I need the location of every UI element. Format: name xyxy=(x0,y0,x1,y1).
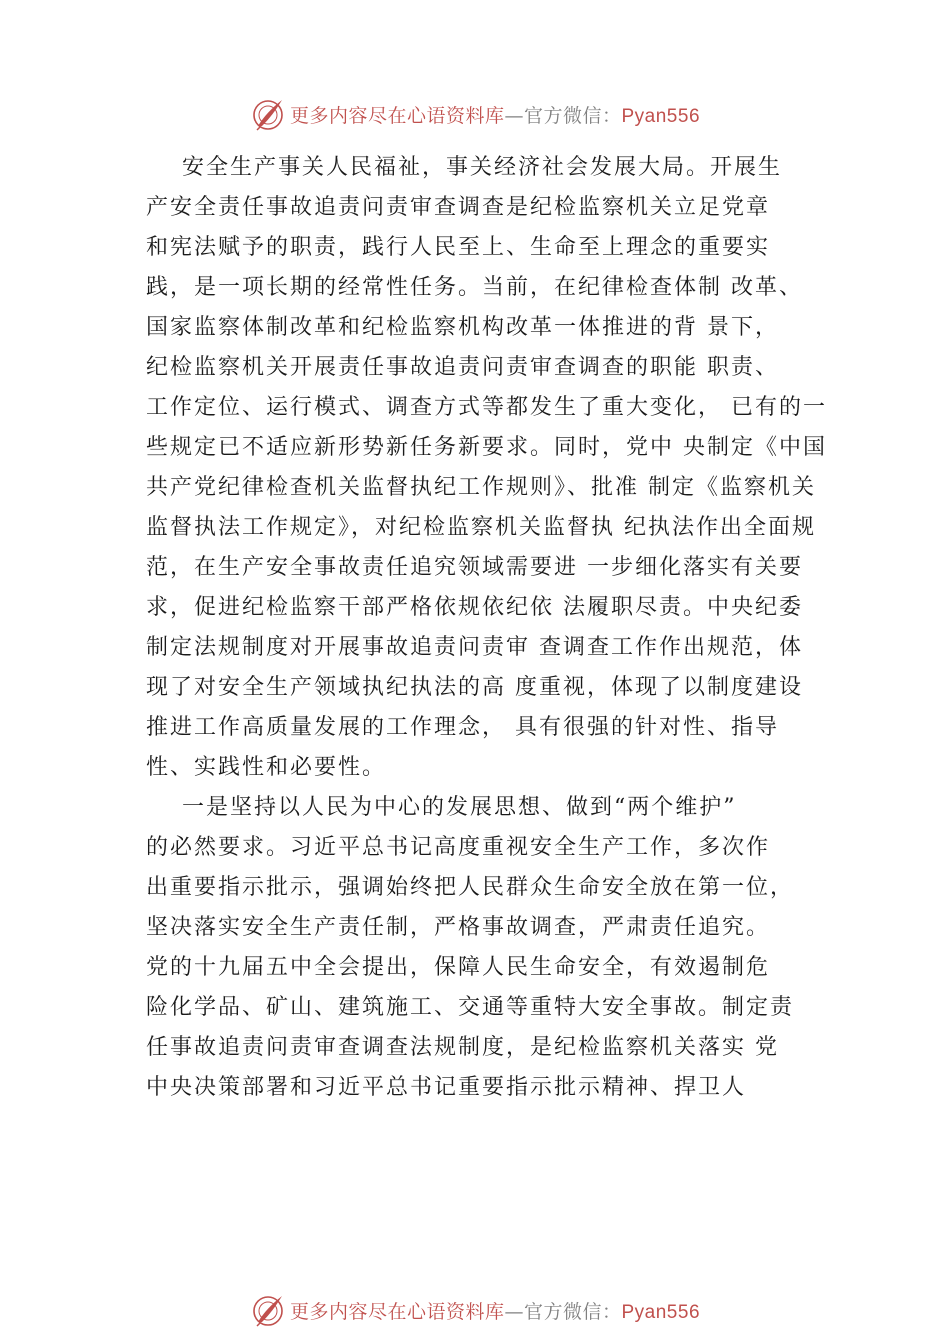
watermark-label: 官方微信： xyxy=(523,1300,622,1323)
watermark-dash: — xyxy=(504,104,524,127)
body-line: 国家监察体制改革和纪检监察机构改革一体推进的背 景下， xyxy=(146,315,779,340)
body-line: 工作定位、运行模式、调查方式等都发生了重大变化， 已有的一 xyxy=(146,395,827,420)
footer-watermark xyxy=(0,1290,950,1330)
watermark-main: 更多内容尽在心语资料库 xyxy=(289,104,505,127)
document-body xyxy=(146,148,846,1108)
body-line: 安全生产事关人民福祉，事关经济社会发展大局。开展生 xyxy=(146,155,782,180)
watermark-id: Pyan556 xyxy=(621,1301,701,1323)
body-line: 纪检监察机关开展责任事故追责问责审查调查的职能 职责、 xyxy=(146,355,779,380)
body-line: 险化学品、矿山、建筑施工、交通等重特大安全事故。制定责 xyxy=(146,995,795,1020)
body-line: 制定法规制度对开展事故追责问责审 查调查工作作出规范，体 xyxy=(146,635,803,660)
body-line: 些规定已不适应新形势新任务新要求。同时，党中 央制定《中国 xyxy=(146,435,827,460)
body-line: 中央决策部署和习近平总书记重要指示批示精神、捍卫人 xyxy=(146,1075,747,1100)
watermark-text xyxy=(290,1297,700,1324)
body-line: 求，促进纪检监察干部严格依规依纪依 法履职尽责。中央纪委 xyxy=(146,595,803,620)
watermark-dash: — xyxy=(504,1300,524,1323)
body-line: 推进工作高质量发展的工作理念， 具有很强的针对性、指导 xyxy=(146,715,779,740)
body-line: 范，在生产安全事故责任追究领域需要进 一步细化落实有关要 xyxy=(146,555,803,580)
watermark-text xyxy=(290,101,700,128)
quill-seal-icon xyxy=(250,96,286,132)
header-watermark xyxy=(0,94,950,134)
body-line: 共产党纪律检查机关监督执纪工作规则》、批准 制定《监察机关 xyxy=(146,475,816,500)
body-line: 现了对安全生产领域执纪执法的高 度重视，体现了以制度建设 xyxy=(146,675,803,700)
body-line: 产安全责任事故追责问责审查调查是纪检监察机关立足党章 xyxy=(146,195,771,220)
body-line: 和宪法赋予的职责，践行人民至上、生命至上理念的重要实 xyxy=(146,235,771,260)
body-line: 出重要指示批示，强调始终把人民群众生命安全放在第一位， xyxy=(146,875,795,900)
body-line: 监督执法工作规定》，对纪检监察机关监督执 纪执法作出全面规 xyxy=(146,515,816,540)
body-line: 一是坚持以人民为中心的发展思想、做到“两个维护” xyxy=(146,795,737,820)
body-line: 党的十九届五中全会提出，保障人民生命安全，有效遏制危 xyxy=(146,955,771,980)
body-line: 任事故追责问责审查调查法规制度，是纪检监察机关落实 党 xyxy=(146,1035,779,1060)
body-line: 践，是一项长期的经常性任务。当前，在纪律检查体制 改革、 xyxy=(146,275,803,300)
body-line: 坚决落实安全生产责任制，严格事故调查，严肃责任追究。 xyxy=(146,915,771,940)
watermark-id: Pyan556 xyxy=(621,105,701,127)
body-line: 的必然要求。习近平总书记高度重视安全生产工作，多次作 xyxy=(146,835,771,860)
body-line: 性、实践性和必要性。 xyxy=(146,755,387,780)
watermark-label: 官方微信： xyxy=(523,104,622,127)
quill-seal-icon xyxy=(250,1292,286,1328)
watermark-main: 更多内容尽在心语资料库 xyxy=(289,1300,505,1323)
